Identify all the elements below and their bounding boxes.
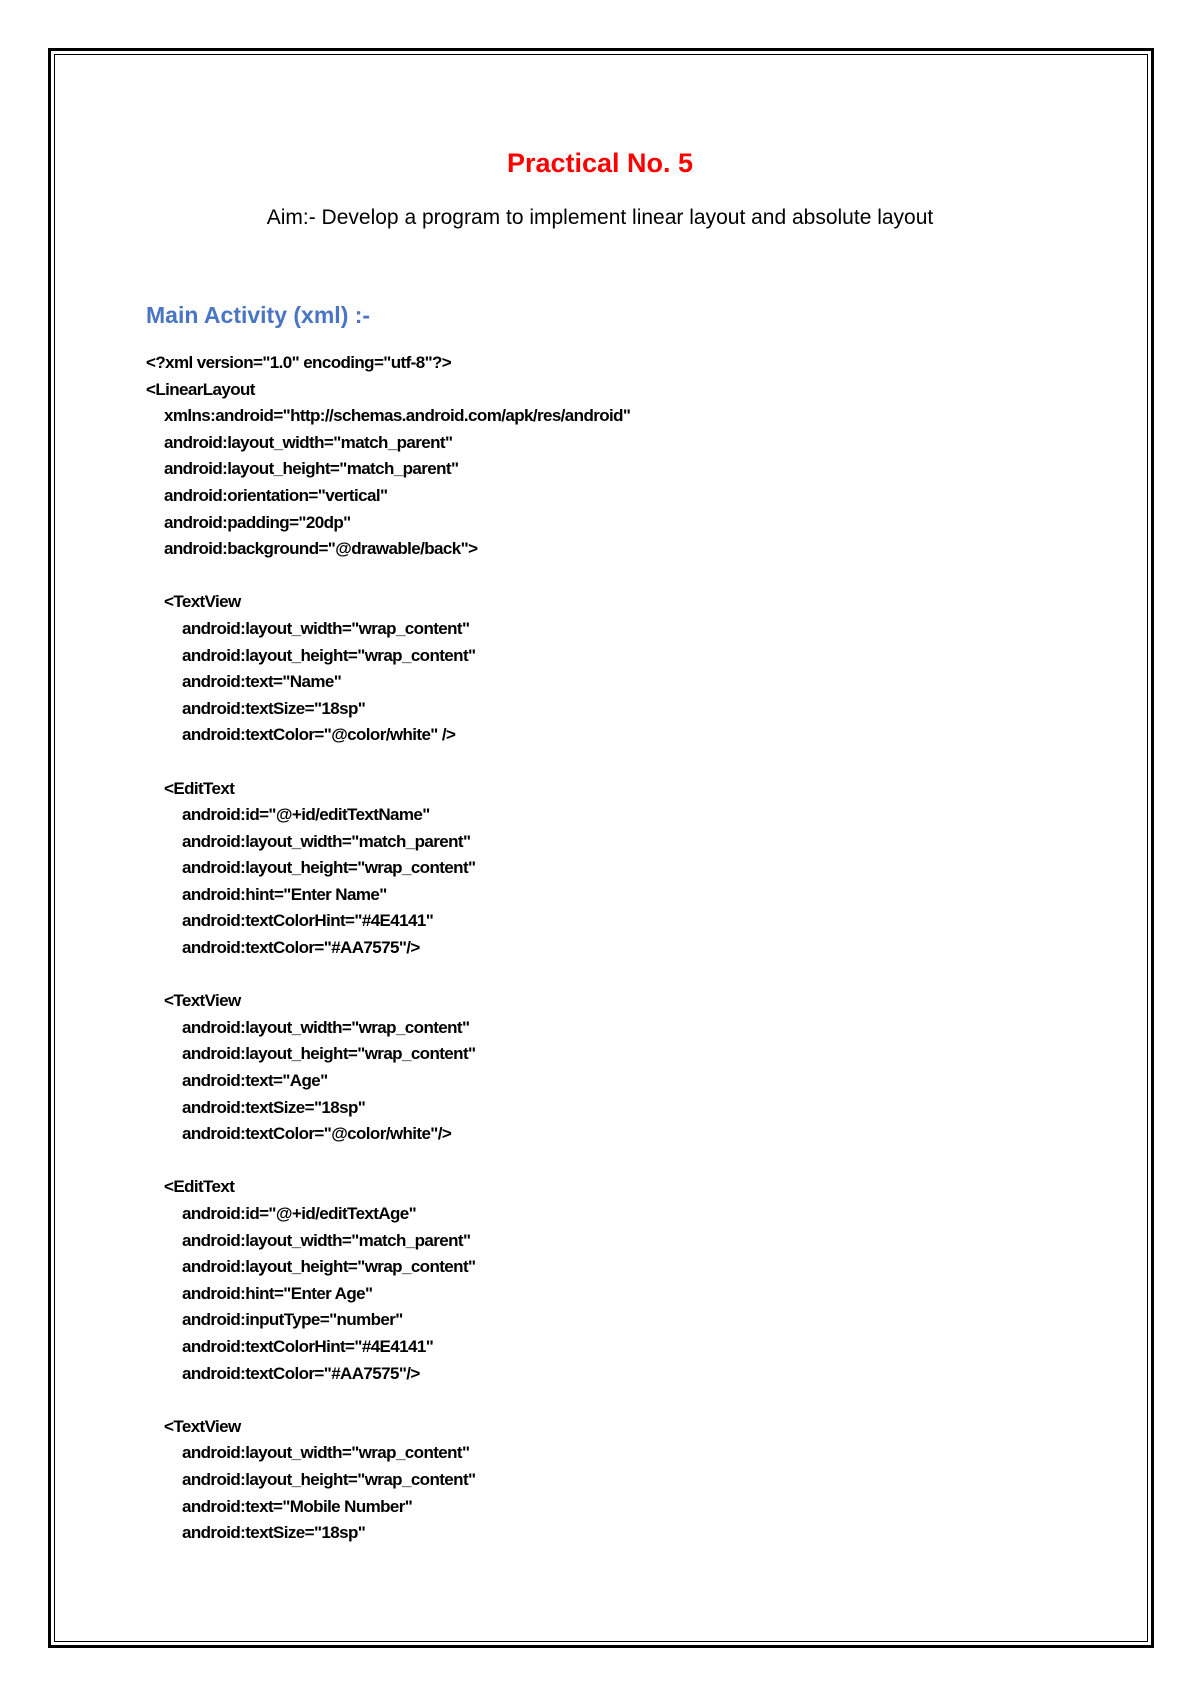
code-line: android:text="Age" [182, 1071, 328, 1091]
code-line: android:padding="20dp" [164, 512, 351, 532]
code-line: android:layout_height="wrap_content" [182, 858, 476, 878]
code-line: android:inputType="number" [182, 1310, 403, 1330]
code-line [146, 1148, 1086, 1175]
code-listing [146, 350, 1086, 1547]
code-line: android:layout_width="wrap_content" [182, 618, 470, 638]
code-line: android:layout_width="match_parent" [182, 1230, 471, 1250]
section-heading: Main Activity (xml) :- [146, 302, 371, 328]
code-line: android:textColor="#AA7575"/> [182, 938, 420, 958]
code-line: <LinearLayout [146, 379, 255, 399]
code-line [146, 563, 1086, 590]
code-line: android:layout_width="match_parent" [164, 432, 453, 452]
code-line: android:textColor="@color/white"/> [182, 1124, 452, 1144]
code-line [146, 1387, 1086, 1414]
code-line: android:id="@+id/editTextAge" [182, 1204, 417, 1223]
document-title: Practical No. 5 [506, 148, 694, 178]
code-line: android:layout_height="wrap_content" [182, 1044, 476, 1064]
code-line [146, 962, 1086, 989]
code-line: android:layout_width="wrap_content" [182, 1017, 470, 1037]
code-line: android:textColor="@color/white" /> [182, 725, 456, 745]
code-line [146, 749, 1086, 776]
code-line: <TextView [164, 592, 241, 612]
code-line: <TextView [164, 1416, 241, 1436]
code-line: android:layout_height="wrap_content" [182, 1257, 476, 1277]
code-line: android:layout_height="wrap_content" [182, 645, 476, 665]
code-line: xmlns:android="http://schemas.android.com/apk/res/android" [164, 406, 631, 426]
code-line: <EditText [164, 1177, 235, 1197]
code-line: android:layout_height="match_parent" [164, 459, 459, 479]
code-line: android:id="@+id/editTextName" [182, 805, 430, 825]
code-line: <?xml version="1.0" encoding="utf-8"?> [146, 353, 452, 372]
code-line: android:textColorHint="#4E4141" [182, 911, 434, 931]
code-line: android:layout_width="wrap_content" [182, 1443, 470, 1463]
code-line: <EditText [164, 778, 235, 798]
code-line: android:hint="Enter Age" [182, 1283, 373, 1303]
code-line: android:background="@drawable/back"> [164, 539, 478, 559]
code-line: android:textSize="18sp" [182, 1523, 366, 1543]
code-line: android:textSize="18sp" [182, 1097, 366, 1117]
code-line: android:orientation="vertical" [164, 485, 388, 505]
code-line: android:textColorHint="#4E4141" [182, 1336, 434, 1356]
code-line: android:layout_width="match_parent" [182, 831, 471, 851]
code-line: android:textColor="#AA7575"/> [182, 1363, 420, 1383]
code-line: android:text="Mobile Number" [182, 1496, 413, 1516]
aim-statement: Aim:- Develop a program to implement linear layout and absolute layout [266, 206, 934, 229]
code-line: android:text="Name" [182, 672, 342, 692]
code-line: android:textSize="18sp" [182, 698, 366, 718]
code-line: android:hint="Enter Name" [182, 884, 387, 904]
code-line: android:layout_height="wrap_content" [182, 1469, 476, 1489]
code-line: <TextView [164, 991, 241, 1011]
